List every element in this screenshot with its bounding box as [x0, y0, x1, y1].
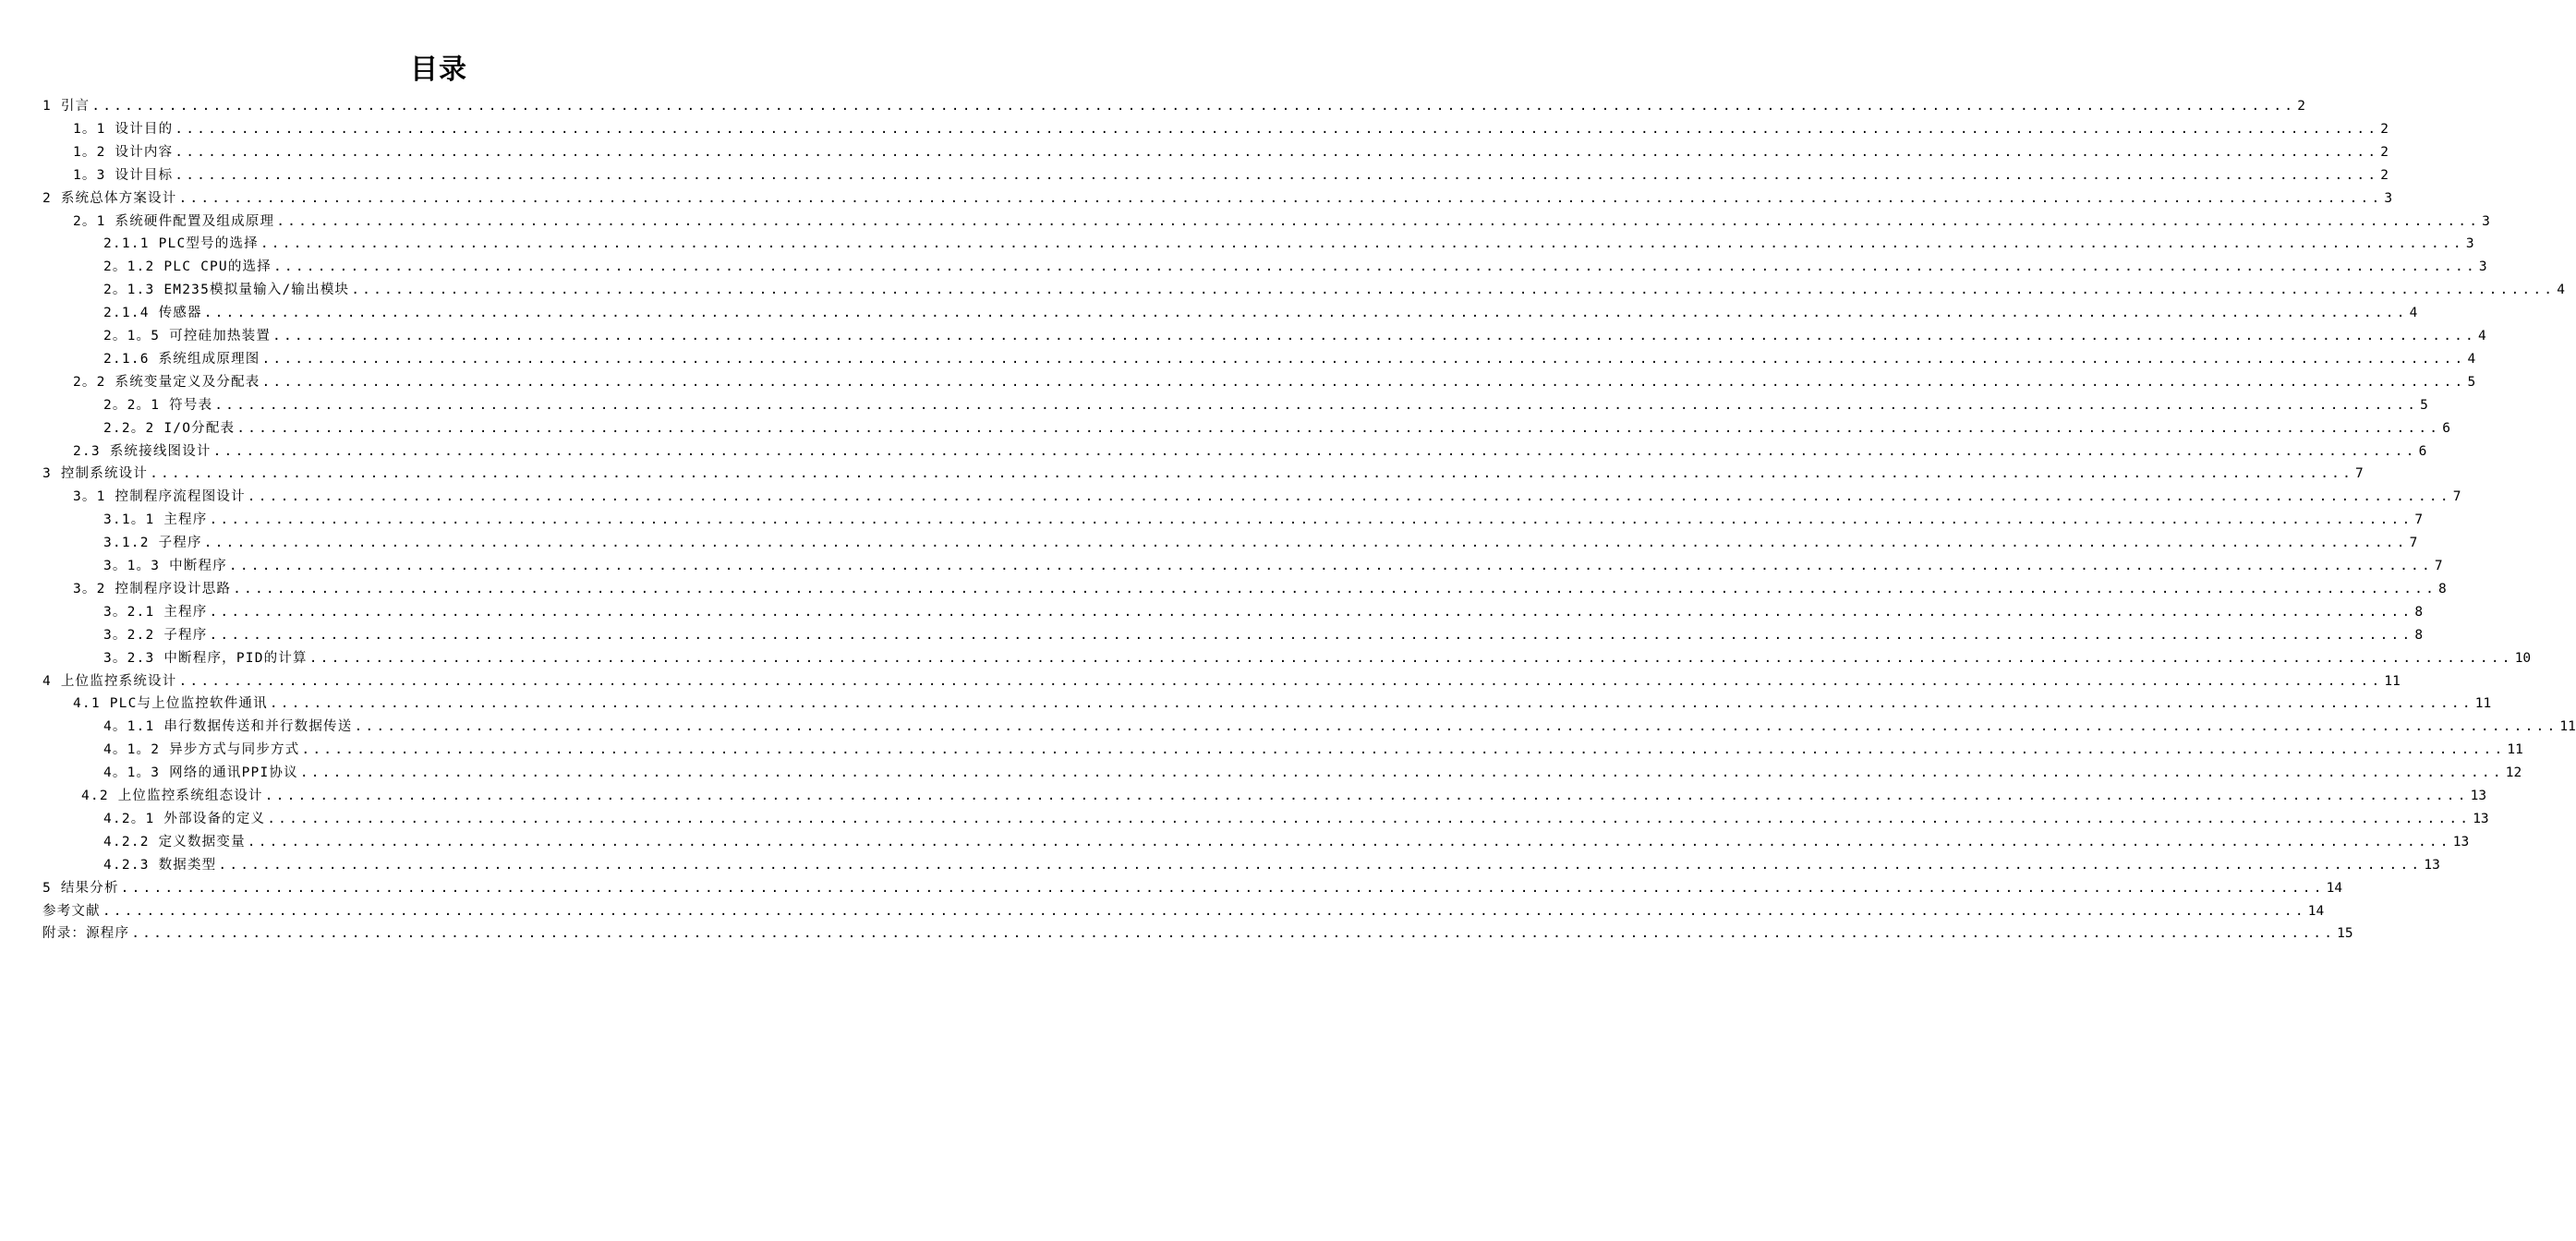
toc-entry-title: 3。1。3 中断程序 [103, 559, 227, 573]
toc-dot-leader: ........................................................................................................................................................................................................ [264, 789, 2469, 803]
toc-dot-leader: ........................................................................................................................................................................................................ [212, 443, 2417, 459]
toc-dot-leader: ........................................................................................................................................................................................................ [301, 742, 2506, 758]
toc-entry-title: 附录：源程序 [42, 926, 130, 942]
toc-entry-page-number: 4 [2409, 306, 2418, 321]
toc-entry[interactable] [103, 805, 2489, 828]
toc-dot-leader: ........................................................................................................................................................................................................ [178, 673, 2383, 689]
toc-entry-title: 3。2.1 主程序 [103, 604, 208, 620]
toc-entry[interactable] [103, 345, 2476, 368]
toc-entry[interactable] [103, 415, 2450, 438]
toc-entry-title: 2。1 系统硬件配置及组成原理 [73, 213, 275, 229]
toc-dot-leader: ........................................................................................................................................................................................................ [308, 650, 2513, 666]
toc-entry-page-number: 3 [2465, 236, 2474, 252]
toc-entry-title: 4。1。3 网络的通讯PPI协议 [103, 765, 298, 781]
page-title: 目录 [410, 54, 467, 86]
toc-entry[interactable] [103, 253, 2487, 276]
toc-entry[interactable] [103, 529, 2418, 552]
toc-dot-leader: ........................................................................................................................................................................................................ [131, 926, 2336, 942]
toc-entry-page-number: 7 [2414, 512, 2424, 528]
toc-entry[interactable] [73, 115, 2389, 139]
toc-entry-page-number: 2 [2380, 144, 2389, 160]
toc-entry[interactable] [73, 208, 2490, 231]
toc-entry-page-number: 2 [2380, 167, 2389, 183]
toc-entry-title: 4 上位监控系统设计 [42, 673, 177, 689]
toc-dot-leader: ........................................................................................................................................................................................................ [351, 283, 2556, 298]
toc-dot-leader: ........................................................................................................................................................................................................ [260, 236, 2464, 252]
toc-entry-page-number: 3 [2482, 213, 2490, 229]
toc-dot-leader: ........................................................................................................................................................................................................ [261, 351, 2466, 367]
toc-entry-title: 3.1。1 主程序 [103, 512, 208, 528]
toc-entry-page-number: 7 [2452, 489, 2461, 505]
toc-dot-leader: ........................................................................................................................................................................................................ [209, 512, 2413, 528]
toc-entry-page-number: 2 [2380, 121, 2389, 137]
toc-dot-leader: ........................................................................................................................................................................................................ [102, 903, 2306, 919]
toc-entry[interactable] [73, 690, 2492, 713]
toc-entry[interactable] [103, 230, 2474, 253]
toc-dot-leader: ........................................................................................................................................................................................................ [150, 466, 2354, 482]
toc-entry[interactable] [42, 874, 2343, 898]
toc-entry-title: 3。2.2 子程序 [103, 627, 208, 643]
toc-entry-page-number: 11 [2474, 696, 2492, 712]
toc-entry-page-number: 4 [2557, 283, 2565, 298]
toc-entry[interactable] [103, 392, 2428, 415]
toc-entry-title: 2.1.4 传感器 [103, 306, 202, 321]
toc-entry[interactable] [103, 713, 2576, 736]
toc-entry-page-number: 7 [2355, 466, 2364, 482]
toc-entry-title: 2。2 系统变量定义及分配表 [73, 374, 260, 390]
toc-dot-leader: ........................................................................................................................................................................................................ [354, 719, 2558, 735]
toc-entry[interactable] [73, 438, 2427, 461]
toc-dot-leader: ........................................................................................................................................................................................................ [175, 121, 2379, 137]
toc-entry-page-number: 12 [2505, 765, 2522, 781]
toc-entry-page-number: 2 [2297, 99, 2305, 114]
toc-entry-page-number: 13 [2473, 811, 2489, 826]
toc-entry-page-number: 14 [2307, 903, 2325, 919]
toc-entry-page-number: 11 [2559, 719, 2576, 735]
toc-entry-title: 2。1.3 EM235模拟量输入/输出模块 [103, 283, 350, 298]
toc-dot-leader: ........................................................................................................................................................................................................ [120, 880, 2325, 896]
toc-entry[interactable] [103, 645, 2532, 668]
toc-entry[interactable] [73, 575, 2447, 598]
toc-entry[interactable] [103, 598, 2424, 621]
toc-entry-title: 3。1 控制程序流程图设计 [73, 489, 246, 505]
toc-entry-title: 2.3 系统接线图设计 [73, 443, 212, 459]
toc-entry-title: 1 引言 [42, 99, 91, 114]
toc-dot-leader: ........................................................................................................................................................................................................ [272, 259, 2477, 275]
toc-entry-title: 4.2。1 外部设备的定义 [103, 811, 266, 826]
toc-entry[interactable] [42, 920, 2353, 943]
toc-entry-page-number: 8 [2438, 581, 2447, 596]
toc-dot-leader: ........................................................................................................................................................................................................ [233, 581, 2437, 596]
toc-entry[interactable] [42, 92, 2305, 115]
toc-entry-page-number: 4 [2467, 351, 2476, 367]
toc-entry-page-number: 5 [2467, 374, 2476, 390]
toc-entry-title: 3 控制系统设计 [42, 466, 149, 482]
toc-entry[interactable] [103, 759, 2522, 782]
toc-entry[interactable] [73, 139, 2389, 162]
toc-entry-title: 4。1.1 串行数据传送和并行数据传送 [103, 719, 353, 735]
toc-entry[interactable] [73, 483, 2461, 506]
toc-entry-title: 4.2 上位监控系统组态设计 [81, 789, 263, 803]
toc-entry-page-number: 14 [2326, 880, 2343, 896]
toc-entry-page-number: 13 [2452, 834, 2470, 849]
toc-entry-page-number: 6 [2418, 443, 2427, 459]
toc-entry-page-number: 10 [2514, 650, 2532, 666]
toc-entry[interactable] [103, 828, 2470, 851]
toc-dot-leader: ........................................................................................................................................................................................................ [175, 144, 2379, 160]
toc-entry-title: 2.2。2 I/O分配表 [103, 420, 236, 436]
toc-dot-leader: ........................................................................................................................................................................................................ [276, 213, 2481, 229]
toc-entry[interactable] [103, 736, 2523, 759]
toc-entry-title: 4.2.2 定义数据变量 [103, 834, 246, 849]
toc-entry[interactable] [103, 621, 2424, 645]
toc-entry-title: 1。1 设计目的 [73, 121, 174, 137]
toc-entry[interactable] [81, 782, 2487, 805]
toc-entry-title: 参考文献 [42, 903, 101, 919]
toc-entry-page-number: 15 [2337, 926, 2353, 942]
toc-dot-leader: ........................................................................................................................................................................................................ [272, 329, 2476, 343]
toc-dot-leader: ........................................................................................................................................................................................................ [228, 559, 2433, 573]
toc-entry-title: 1。3 设计目标 [73, 167, 174, 183]
toc-dot-leader: ........................................................................................................................................................................................................ [261, 374, 2466, 390]
toc-dot-leader: ........................................................................................................................................................................................................ [91, 99, 2296, 114]
toc-entry-page-number: 7 [2409, 536, 2418, 551]
toc-dot-leader: ........................................................................................................................................................................................................ [236, 420, 2441, 436]
toc-entry-page-number: 11 [2384, 673, 2401, 689]
toc-entry-page-number: 7 [2434, 559, 2443, 573]
toc-entry[interactable] [42, 185, 2393, 208]
toc-dot-leader: ........................................................................................................................................................................................................ [209, 627, 2413, 643]
toc-entry[interactable] [103, 552, 2443, 575]
toc-dot-leader: ........................................................................................................................................................................................................ [214, 397, 2419, 413]
toc-entry-title: 5 结果分析 [42, 880, 119, 896]
toc-entry-title: 1。2 设计内容 [73, 144, 174, 160]
toc-entry-title: 2。1。5 可控硅加热装置 [103, 329, 272, 343]
toc-entry-page-number: 6 [2442, 420, 2450, 436]
toc-entry-page-number: 3 [2384, 190, 2393, 206]
toc-entry-title: 4.2.3 数据类型 [103, 857, 217, 873]
toc-dot-leader: ........................................................................................................................................................................................................ [175, 167, 2379, 183]
toc-entry-page-number: 4 [2477, 329, 2486, 343]
toc-entry[interactable] [42, 460, 2364, 483]
toc-entry[interactable] [73, 368, 2476, 392]
toc-entry-page-number: 3 [2478, 259, 2487, 275]
toc-entry[interactable] [103, 276, 2565, 299]
toc-entry-title: 2.1.1 PLC型号的选择 [103, 236, 259, 252]
toc-entry-title: 3。2.3 中断程序，PID的计算 [103, 650, 308, 666]
toc-entry-page-number: 13 [2424, 857, 2440, 873]
toc-dot-leader: ........................................................................................................................................................................................................ [178, 190, 2383, 206]
toc-entry-title: 4。1。2 异步方式与同步方式 [103, 742, 300, 758]
toc-entry-title: 3。2 控制程序设计思路 [73, 581, 232, 596]
toc-entry-title: 4.1 PLC与上位监控软件通讯 [73, 696, 268, 712]
toc-entry-title: 2 系统总体方案设计 [42, 190, 177, 206]
toc-entry[interactable] [103, 299, 2418, 322]
toc-entry-page-number: 13 [2470, 789, 2487, 803]
toc-entry-title: 2.1.6 系统组成原理图 [103, 351, 260, 367]
toc-dot-leader: ........................................................................................................................................................................................................ [247, 834, 2451, 849]
toc-entry[interactable] [103, 851, 2440, 874]
toc-entry-title: 2。1.2 PLC CPU的选择 [103, 259, 272, 275]
toc-entry[interactable] [103, 506, 2424, 529]
toc-entry-title: 3.1.2 子程序 [103, 536, 202, 551]
toc-dot-leader: ........................................................................................................................................................................................................ [247, 489, 2451, 505]
toc-entry-page-number: 11 [2507, 742, 2523, 758]
toc-entry-page-number: 5 [2420, 397, 2428, 413]
toc-dot-leader: ........................................................................................................................................................................................................ [209, 604, 2413, 620]
toc-entry[interactable] [42, 668, 2401, 691]
toc-entry-page-number: 8 [2414, 604, 2424, 620]
toc-entry-page-number: 8 [2414, 627, 2424, 643]
toc-entry[interactable] [42, 898, 2325, 921]
toc-dot-leader: ........................................................................................................................................................................................................ [267, 811, 2472, 826]
toc-entry[interactable] [103, 322, 2486, 345]
toc-entry-title: 2。2。1 符号表 [103, 397, 213, 413]
toc-dot-leader: ........................................................................................................................................................................................................ [218, 857, 2423, 873]
toc-dot-leader: ........................................................................................................................................................................................................ [269, 696, 2473, 712]
toc-entry[interactable] [73, 162, 2389, 185]
toc-dot-leader: ........................................................................................................................................................................................................ [299, 765, 2504, 781]
toc-dot-leader: ........................................................................................................................................................................................................ [203, 536, 2408, 551]
toc-dot-leader: ........................................................................................................................................................................................................ [203, 306, 2408, 321]
